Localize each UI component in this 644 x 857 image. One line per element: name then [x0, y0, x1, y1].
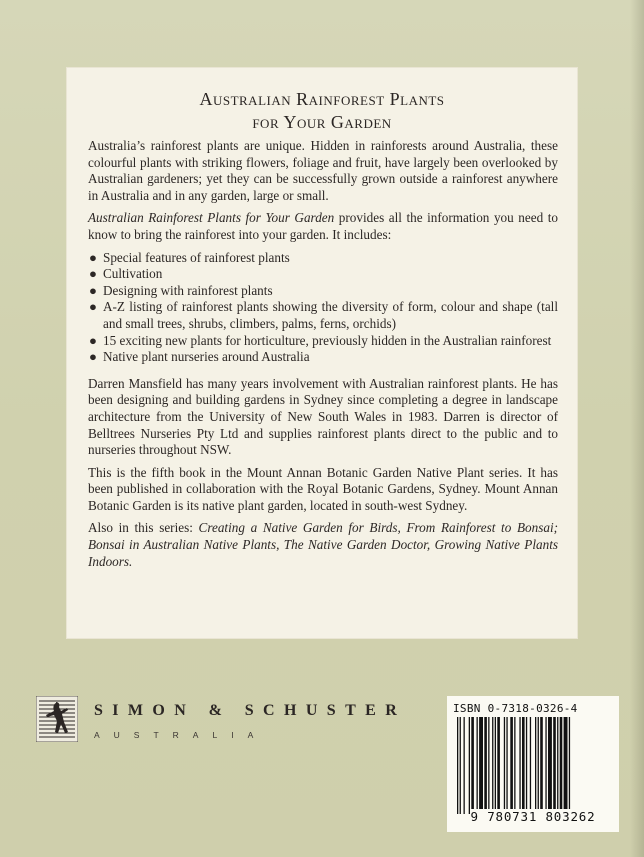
- also-titles: Creating a Native Garden for Birds, From Rainforest to Bonsai; Bonsai in Australian Native Plants, The Native Garden Doctor, Growing Native Plants Indoors.: [88, 520, 558, 569]
- barcode-bar: [488, 717, 489, 814]
- book-title: [66, 88, 578, 134]
- publisher-region: AUSTRALIA: [94, 730, 268, 740]
- feature-text: Designing with rainforest plants: [103, 282, 273, 298]
- publisher-name: SIMON & SCHUSTER: [94, 702, 407, 719]
- blurb-text: [88, 138, 558, 576]
- barcode-bar: [538, 717, 539, 814]
- series-paragraph: This is the fifth book in the Mount Annan Botanic Garden Native Plant series. It has been published in collaboration with the Royal Botanic Gardens, Sydney. Mount Annan Botanic Garden is its native plant garden, located in south-west Sydney.: [88, 464, 558, 513]
- barcode-bar: [464, 717, 465, 814]
- list-item: [88, 333, 558, 350]
- isbn-label: ISBN 0-7318-0326-4: [453, 702, 578, 715]
- bullet-dot-icon: ●: [89, 282, 97, 298]
- list-item: [88, 250, 558, 267]
- barcode-bar: [504, 717, 505, 814]
- list-item: [88, 283, 558, 300]
- bullet-dot-icon: ●: [89, 332, 97, 348]
- feature-text: Native plant nurseries around Australia: [103, 349, 310, 365]
- barcode-bar: [492, 717, 493, 814]
- includes-text: provides all the information you need to know to bring the rainforest into your garden. It includes:: [88, 210, 558, 242]
- barcode-bar: [560, 717, 563, 814]
- barcode-bar: [495, 717, 496, 814]
- book-title-italic: Australian Rainforest Plants for Your Garden: [88, 210, 335, 226]
- barcode-number: [447, 809, 619, 824]
- barcode-bar: [471, 717, 474, 814]
- barcode-bar: [569, 717, 570, 814]
- features-list: [88, 250, 558, 366]
- barcode-bar: [564, 717, 568, 814]
- barcode-bar: [479, 717, 483, 814]
- feature-text: Cultivation: [103, 266, 163, 282]
- barcode-bar: [526, 717, 527, 814]
- barcode-bar: [548, 717, 552, 814]
- feature-text: Special features of rainforest plants: [103, 249, 290, 265]
- barcode-bars: [457, 717, 612, 814]
- barcode-digits: 9 780731 803262: [470, 809, 596, 824]
- also-in-series-paragraph: [88, 520, 558, 570]
- list-item: [88, 349, 558, 366]
- barcode-bar: [477, 717, 478, 814]
- barcode-bar: [535, 717, 536, 814]
- barcode-bar: [530, 717, 531, 814]
- includes-paragraph: [88, 210, 558, 243]
- blurb-panel: [66, 67, 578, 639]
- barcode-bar: [510, 717, 513, 814]
- bullet-dot-icon: ●: [89, 249, 97, 265]
- book-title-line1: Australian Rainforest Plants: [199, 89, 445, 109]
- barcode-bar: [545, 717, 546, 814]
- barcode-bar: [540, 717, 543, 814]
- bullet-dot-icon: ●: [89, 349, 97, 365]
- barcode-bar: [553, 717, 556, 814]
- barcode-bar: [557, 717, 558, 814]
- sower-logo-icon: [36, 696, 78, 742]
- list-item: [88, 266, 558, 283]
- barcode-bar: [514, 717, 515, 814]
- bullet-dot-icon: ●: [89, 266, 97, 282]
- feature-text: A-Z listing of rainforest plants showing the diversity of form, colour and shape (tall and small trees, shrubs, climbers, palms, ferns, orchids): [103, 299, 558, 331]
- barcode-bar: [506, 717, 507, 814]
- barcode-bar: [469, 717, 470, 814]
- barcode-bar: [460, 717, 461, 814]
- barcode-bar: [497, 717, 500, 814]
- barcode-block: [447, 696, 619, 832]
- intro-paragraph: Australia’s rainforest plants are unique. Hidden in rainforests around Australia, these colourful plants with striking flowers, foliage and fruit, have largely been overlooked by Australian gardeners; yet they can be successfully grown outside a rainforest anywhere in Australia and in any garden, large or small.: [88, 138, 558, 203]
- also-prefix: Also in this series:: [88, 520, 199, 536]
- barcode-bar: [484, 717, 487, 814]
- bullet-dot-icon: ●: [89, 299, 97, 315]
- cover-edge-shadow: [630, 0, 644, 857]
- author-paragraph: Darren Mansfield has many years involvement with Australian rainforest plants. He has been designing and building gardens in Sydney since completing a degree in landscape architecture from the University of New South Wales in 1983. Darren is director of Belltrees Nurseries Pty Ltd and supplies rainforest plants direct to the public and to nurseries throughout NSW.: [88, 375, 558, 458]
- barcode-bar: [519, 717, 520, 814]
- list-item: [88, 299, 558, 332]
- barcode-bar: [522, 717, 525, 814]
- book-title-line2: for Your Garden: [252, 112, 392, 132]
- feature-text: 15 exciting new plants for horticulture, previously hidden in the Australian rainforest: [103, 332, 552, 348]
- barcode-bar: [457, 717, 458, 814]
